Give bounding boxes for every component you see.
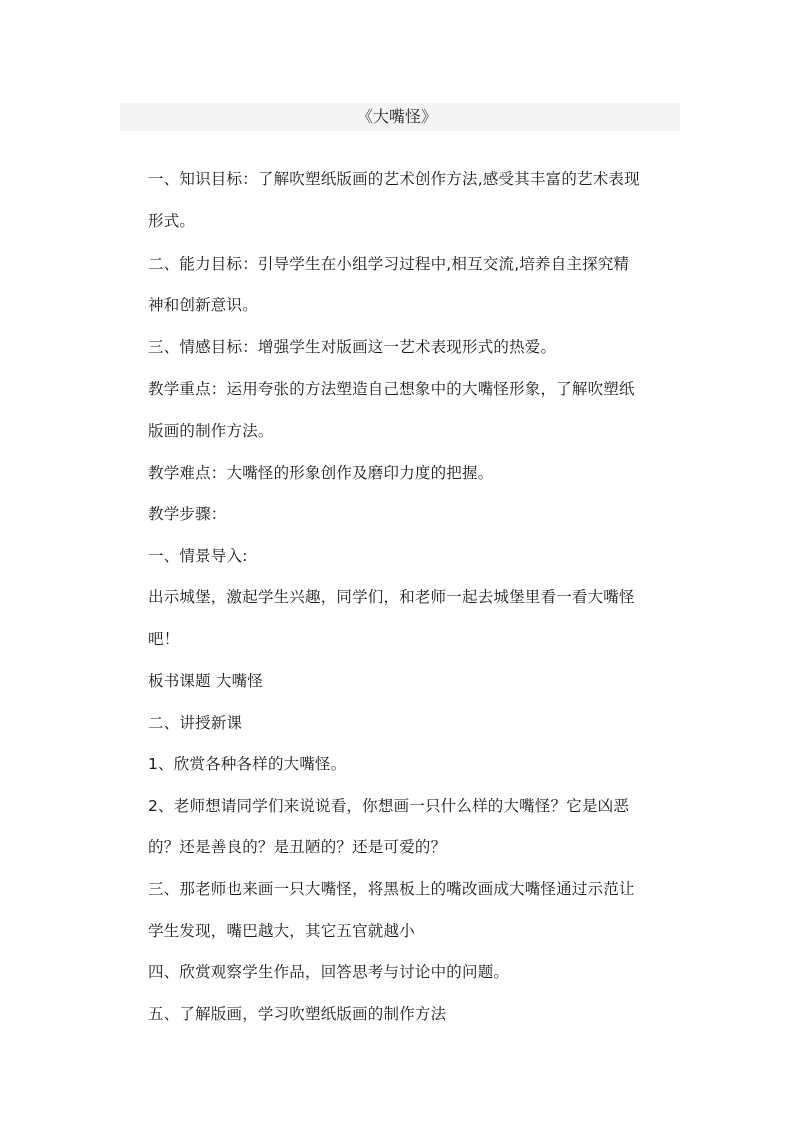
text-line: 三、情感目标：增强学生对版画这一艺术表现形式的热爱。 (148, 338, 557, 356)
text-line: 吧！ (148, 630, 180, 648)
text-line: 三、那老师也来画一只大嘴怪，将黑板上的嘴改画成大嘴怪通过示范让 (148, 880, 635, 898)
text-line: 教学重点：运用夸张的方法塑造自己想象中的大嘴怪形象，了解吹塑纸 (148, 380, 635, 398)
text-line: 神和创新意识。 (148, 296, 258, 314)
document-title: 《大嘴怪》 (356, 107, 437, 126)
text-line: 的？还是善良的？是丑陋的？还是可爱的？ (148, 838, 447, 856)
text-line: 形式。 (148, 212, 196, 230)
text-line: 板书课题 大嘴怪 (148, 672, 264, 690)
text-line: 四、欣赏观察学生作品，回答思考与讨论中的问题。 (148, 963, 510, 981)
text-line: 学生发现，嘴巴越大，其它五官就越小 (148, 922, 415, 940)
text-line: 五、了解版画，学习吹塑纸版画的制作方法 (148, 1005, 447, 1023)
text-line: 一、情景导入: (148, 547, 248, 565)
text-line: 版画的制作方法。 (148, 422, 274, 440)
text-line: 教学步骤： (148, 505, 227, 523)
text-line: 1、欣赏各种各样的大嘴怪。 (148, 755, 347, 773)
text-line: 教学难点：大嘴怪的形象创作及磨印力度的把握。 (148, 464, 494, 482)
text-line: 2、老师想请同学们来说说看，你想画一只什么样的大嘴怪？它是凶恶 (148, 797, 630, 815)
text-line: 一、知识目标：了解吹塑纸版画的艺术创作方法,感受其丰富的艺术表现 (148, 170, 640, 188)
text-line: 二、讲授新课 (148, 714, 243, 732)
text-line: 二、能力目标：引导学生在小组学习过程中,相互交流,培养自主探究精 (148, 255, 630, 273)
text-line: 出示城堡，激起学生兴趣，同学们，和老师一起去城堡里看一看大嘴怪 (148, 588, 635, 606)
